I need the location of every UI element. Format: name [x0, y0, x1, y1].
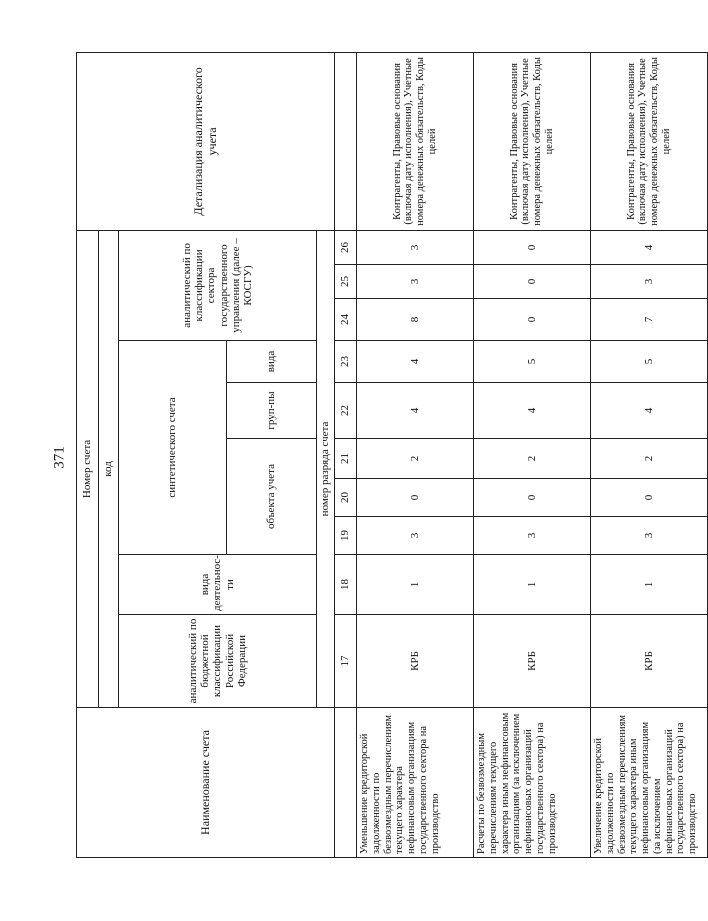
header-account-name: Наименование счета	[77, 708, 335, 858]
digit-col: 20	[335, 479, 357, 517]
table-landscape	[76, 53, 698, 858]
cell-budget-class: КРБ	[474, 615, 591, 708]
header-code: код	[99, 230, 119, 707]
digit-col: 25	[335, 265, 357, 299]
digit-col: 21	[335, 439, 357, 479]
header-kind: вида	[227, 341, 317, 383]
digit-col-blank	[335, 52, 357, 230]
cell-detail: Контрагенты, Правовые основания (включая дату исполнения), Учетные номера денежных обязательств, Коды целей	[357, 52, 474, 230]
cell-digit-22: 4	[357, 383, 474, 439]
cell-activity-type: 1	[357, 555, 474, 615]
cell-digit-23: 4	[357, 341, 474, 383]
cell-digit-22: 4	[474, 383, 591, 439]
cell-digit-19: 3	[357, 517, 474, 555]
header-activity-type: вида деятельнос-ти	[119, 555, 317, 615]
row-account-name: Расчеты по безвозмездным перечислениям текущего характера иным нефинансовым организациям (за исключением нефинансовых организаций государственного сектора) на производство	[474, 708, 591, 858]
row-account-name: Увеличение кредиторской задолженности по безвозмездным перечислениям текущего характера иным нефинансовым организациям (за исключением нефинансовых организаций государственного сектора) на производство	[591, 708, 708, 858]
cell-digit-21: 2	[357, 439, 474, 479]
cell-digit-26: 4	[591, 230, 708, 264]
digit-col: 18	[335, 555, 357, 615]
table-row	[591, 52, 708, 857]
cell-digit-26: 3	[357, 230, 474, 264]
header-group: груп-пы	[227, 383, 317, 439]
header-object: объекта учета	[227, 439, 317, 555]
table-row	[357, 52, 474, 857]
digit-col: 24	[335, 299, 357, 341]
cell-digit-22: 4	[591, 383, 708, 439]
cell-digit-25: 3	[591, 265, 708, 299]
digit-col: 17	[335, 615, 357, 708]
cell-detail: Контрагенты, Правовые основания (включая дату исполнения), Учетные номера денежных обязательств, Коды целей	[474, 52, 591, 230]
cell-digit-21: 2	[591, 439, 708, 479]
table-row	[474, 52, 591, 857]
cell-digit-25: 0	[474, 265, 591, 299]
cell-digit-23: 5	[591, 341, 708, 383]
header-kosgu: аналитический по классификации сектора государственного управления (далее – КОСГУ)	[119, 230, 317, 340]
cell-activity-type: 1	[474, 555, 591, 615]
account-table	[76, 52, 708, 858]
digit-col: 23	[335, 341, 357, 383]
cell-budget-class: КРБ	[357, 615, 474, 708]
cell-digit-21: 2	[474, 439, 591, 479]
rotated-table-wrapper	[76, 53, 698, 858]
header-account-number: Номер счета	[77, 230, 99, 707]
header-digit-number: номер разряда счета	[317, 230, 335, 707]
row-account-name: Уменьшение кредиторской задолженности по безвозмездным перечислениям текущего характера нефинансовым организациям государственного сектора на производство	[357, 708, 474, 858]
digit-col-blank	[335, 708, 357, 858]
cell-digit-26: 0	[474, 230, 591, 264]
cell-digit-24: 0	[474, 299, 591, 341]
cell-digit-25: 3	[357, 265, 474, 299]
cell-detail: Контрагенты, Правовые основания (включая дату исполнения), Учетные номера денежных обязательств, Коды целей	[591, 52, 708, 230]
cell-digit-20: 0	[357, 479, 474, 517]
header-synthetic: синтетического счета	[119, 341, 227, 555]
header-budget-class: аналитический по бюджетной классификации Российской Федерации	[119, 615, 317, 708]
header-detail: Детализация аналитического учета	[77, 52, 335, 230]
cell-digit-20: 0	[591, 479, 708, 517]
cell-digit-24: 7	[591, 299, 708, 341]
cell-digit-19: 3	[474, 517, 591, 555]
cell-digit-23: 5	[474, 341, 591, 383]
digit-col: 22	[335, 383, 357, 439]
cell-budget-class: КРБ	[591, 615, 708, 708]
cell-digit-19: 3	[591, 517, 708, 555]
digit-col: 19	[335, 517, 357, 555]
cell-digit-20: 0	[474, 479, 591, 517]
page-number: 371	[51, 446, 68, 469]
digit-col: 26	[335, 230, 357, 264]
cell-digit-24: 8	[357, 299, 474, 341]
cell-activity-type: 1	[591, 555, 708, 615]
